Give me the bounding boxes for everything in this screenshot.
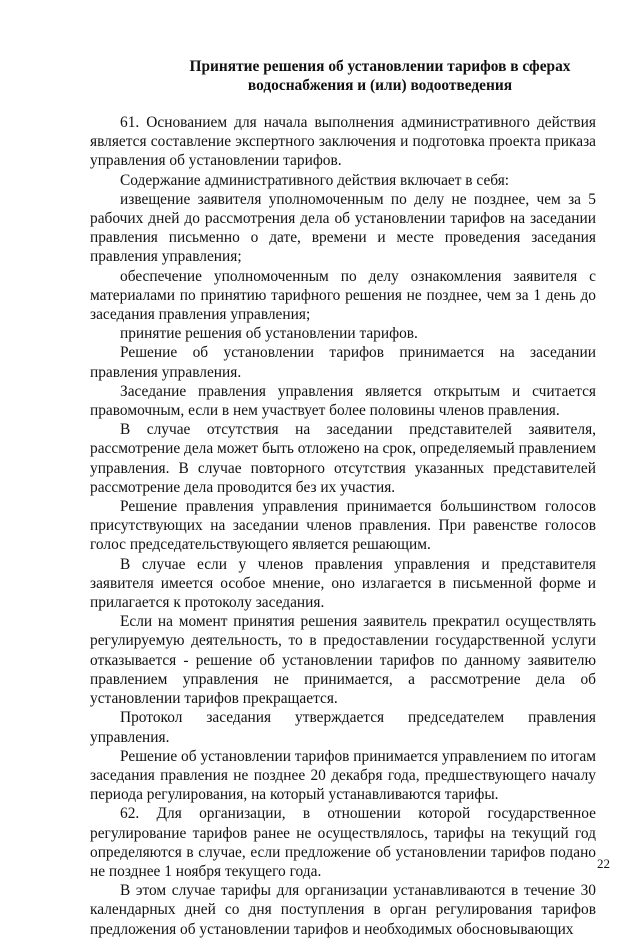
paragraph-notification: извещение заявителя уполномоченным по делу не позднее, чем за 5 рабочих дней до рассмотрения дела об установлении тарифов на заседании правления письменно о дате, времени и месте проведения заседания правления управления;	[90, 190, 596, 266]
paragraph-majority-vote: Решение правления управления принимается большинством голосов присутствующих на заседании членов правления. При равенстве голосов голос председательствующего является решающим.	[90, 498, 596, 554]
paragraph-decision-at-meeting: Решение об установлении тарифов принимается на заседании правления управления.	[90, 344, 596, 381]
paragraph-decision-making: принятие решения об установлении тарифов.	[120, 325, 418, 343]
paragraph-action-content: Содержание административного действия включает в себя:	[120, 171, 510, 189]
paragraph-protocol: Протокол заседания утверждается председателем правления управления.	[90, 709, 596, 746]
paragraph-special-opinion: В случае если у членов правления управления и представителя заявителя имеется особое мнение, оно излагается в письменной форме и прилагается к протоколу заседания.	[90, 555, 596, 612]
paragraph-30-days: В этом случае тарифы для организации устанавливаются в течение 30 календарных дней со дня поступления в орган регулирования тарифов предложения об установлении тарифов и необходимых обосновывающих	[90, 882, 596, 938]
paragraph-meeting-open: Заседание правления управления является открытым и считается правомочным, если в нем участвует более половины членов правления.	[90, 382, 596, 420]
paragraph-deadline: Решение об установлении тарифов принимается управлением по итогам заседания правления не позднее 20 декабря года, предшествующего началу периода регулирования, на который устанавливаются тарифы.	[90, 747, 596, 804]
paragraph-termination: Если на момент принятия решения заявитель прекратил осуществлять регулируемую деятельность, то в предоставлении государственной услуги отказывается - решение об установлении тарифов по данному заявителю правлением управления не принимается, а рассмотрение дела об установлении тарифов прекращается.	[90, 613, 596, 708]
document-body	[90, 113, 596, 939]
page-number: 22	[597, 856, 610, 871]
paragraph-absence: В случае отсутствия на заседании представителей заявителя, рассмотрение дела может быть отложено на срок, определяемый правлением управления. В случае повторного отсутствия указанных представителей рассмотрение дела проводится без их участия.	[90, 421, 596, 496]
section-title: Принятие решения об установлении тарифов в сферах водоснабжения и (или) водоотведения	[189, 58, 571, 94]
paragraph-61-basis: 61. Основанием для начала выполнения административного действия является составление экспертного заключения и подготовка проекта приказа управления об установлении тарифов.	[90, 114, 596, 170]
paragraph-familiarization: обеспечение уполномоченным по делу ознакомления заявителя с материалами по принятию тарифного решения не позднее, чем за 1 день до заседания правления управления;	[90, 267, 596, 324]
paragraph-62-new-organization: 62. Для организации, в отношении которой государственное регулирование тарифов ранее не осуществлялось, тарифы на текущий год определяются в случае, если предложение об установлении тарифов подано не позднее 1 ноября текущего года.	[90, 805, 596, 880]
